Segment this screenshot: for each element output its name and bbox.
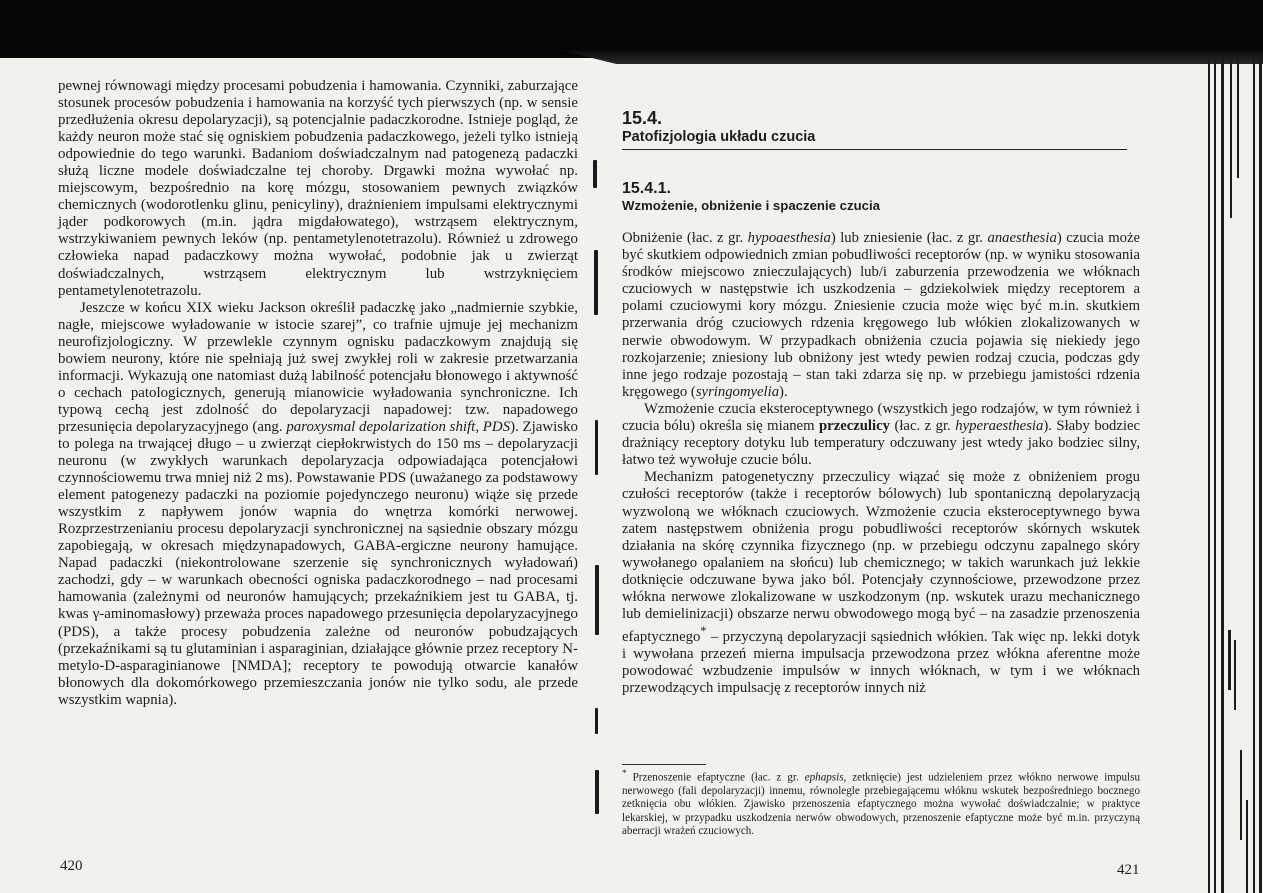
italic-term-pds: paroxysmal depolarization shift, PDS <box>286 418 511 435</box>
gutter-mark <box>595 420 598 475</box>
subsection-number: 15.4.1. <box>622 180 671 197</box>
section-title: Patofizjologia układu czucia <box>622 129 816 145</box>
italic-term: syringomyelia <box>695 383 780 400</box>
page-edge-line <box>1246 800 1248 893</box>
gutter-mark <box>595 770 599 814</box>
left-paragraph-2-cont: ). Zjawisko to polega na trwającej długo – u zwierząt ciepłokrwistych do 150 ms – depolaryzacji neuronu (w zwykłych warunkach depolaryzacja odpowiadająca potencjałowi czynnościowemu trwa mniej niż 2 ms). Powstawanie PDS (uważanego za podstawowy element patogenezy padaczki na poziomie pojedynczego neuronu) wiąże się przede wszystkim z napływem jonów wapnia do wnętrza komórki nerwowej. Rozprzestrzenianiu procesu depolaryzacji synchronicznej na sąsiednie obszary mózgu zapobiegają, w okresach międzynapadowych, GABA-ergiczne neurony hamujące. Napad padaczki (niekontrolowane szerzenie się synchronicznych wyładowań) zachodzi, gdy – w warunkach obecności ogniska padaczkorodnego – nad procesami hamowania (zależnymi od neuronów hamujących; przekaźnikiem jest tu GABA, tj. kwas γ-aminomasłowy) przeważa proces napadowego przesunięcia depolaryzacyjnego (PDS), a także procesy pobudzenia zależne od neuronów pobudzających (przekaźnikami są tu glutaminian i asparaginian, działające głównie przez receptory N-metylo-D-asparaginianowe [NMDA]; receptory te powodują otwarcie kanałów błonowych dla dokomórkowego przemieszczania jonów nie tylko sodu, ale przede wszystkim wapnia). <box>58 418 578 708</box>
text-run: (łac. z gr. <box>889 418 956 435</box>
page-edge-line <box>1253 58 1255 893</box>
page-edge-line <box>1221 58 1224 893</box>
text-run: Wzmożenie czucia eksteroceptywnego (wszystkich jego rodzajów, w tym również i czucia bólu) określa się mianem <box>622 400 1140 435</box>
scan-top-shadow <box>0 0 1263 58</box>
left-page <box>58 78 578 709</box>
italic-term: hypoaesthesia <box>747 230 831 246</box>
gutter-mark <box>595 565 599 635</box>
text-run: Przenoszenie efaptyczne (łac. z gr. <box>626 771 805 784</box>
page-edge-line <box>1240 750 1242 840</box>
footnote-rule <box>622 764 706 765</box>
italic-term: hyperaesthesia <box>955 418 1044 435</box>
gutter-mark <box>593 160 597 188</box>
bold-term: przeczulicy <box>819 418 890 435</box>
text-run: ) czucia może być skutkiem odpowiednich zmian pobudliwości receptorów (np. w wyniku stosowania środków miejscowo znieczulających) lub/i zaburzenia przewodzenia we włóknach czuciowych w następstwie ich uszkodzenia – gdziekolwiek między receptorem a polami czuciowymi kory mózgu. Zniesienie czucia może więc być m.in. skutkiem przerwania dróg czuciowych rdzenia kręgowego lub włókien zlokalizowanych w nerwie obwodowym. W przypadkach obniżenia czucia pojawia się niekiedy jego rozkojarzenie; zniesiony lub obniżony jest wtedy pewien rodzaj czucia, podczas gdy inne jego rodzaje pozostają – stan taki zdarza się np. w przebiegu jamistości rdzenia kręgowego ( <box>622 230 1141 400</box>
page-edge-line <box>1214 58 1216 893</box>
footnote-marker: * <box>700 624 707 639</box>
gutter-mark <box>595 708 598 734</box>
text-run: ). Słaby bodziec drażniący receptory dotyku lub temperatury odczuwany jest wtedy jako bodziec silny, łatwo też wywołuje czucie bólu. <box>622 418 1141 469</box>
text-run: Mechanizm patogenetyczny przeczulicy wiązać się może z obniżeniem progu czułości receptorów (także i receptorów bólowych) lub spontaniczną depolaryzacją wyzwoloną we włóknach czuciowych. Wzmożenie czucia eksteroceptywnego bywa zatem następstwem obniżenia progu pobudliwości receptorów skórnych wskutek działania na skórę czynnika fizycznego (np. w przebiegu odczynu zapalnego skóry wywołanego opalaniem na słońcu) lub chemicznego; w takich warunkach już lekkie dotknięcie odczuwane bywa jako ból. Potencjały czynnościowe, przewodzone przez włókna nerwowe zlokalizowane w uszkodzonym (np. wskutek urazu mechanicznego lub demielinizacji) obszarze nerwu obwodowego mogą być – na zasadzie przenoszenia efaptycznego <box>622 469 1140 646</box>
right-page <box>622 108 1140 697</box>
page-edge-line <box>1208 58 1210 893</box>
italic-term: ephapsis <box>804 771 844 784</box>
text-run: Obniżenie (łac. z gr. <box>622 230 748 246</box>
page-edge-line <box>1228 630 1231 690</box>
footnote-mark: * <box>622 769 627 779</box>
section-number: 15.4. <box>622 108 663 128</box>
page-edge-line <box>1259 58 1262 893</box>
right-body <box>622 230 1140 697</box>
text-run: ) lub zniesienie (łac. z gr. <box>830 230 988 246</box>
gutter-mark <box>594 250 598 315</box>
page-number-left: 420 <box>60 858 83 874</box>
section-rule <box>622 149 1127 150</box>
page-edge-line <box>1237 58 1239 178</box>
page-edge-line <box>1230 58 1232 218</box>
scan-shadow-taper <box>560 50 1263 64</box>
subsection-title: Wzmożenie, obniżenie i spaczenie czucia <box>622 198 880 213</box>
right-paragraph-3 <box>622 469 1140 697</box>
left-paragraph-1: pewnej równowagi między procesami pobudzenia i hamowania. Czynniki, zaburzające stosunek procesów pobudzenia i hamowania na korzyść tych pierwszych (np. w sensie przedłużenia okresu depolaryzacji), są potencjalnie padaczkorodne. Istnieje pogląd, że każdy neuron może stać się ogniskiem pobudzenia padaczkowego, jeżeli tylko istnieją odpowiednie do tego warunki. Badaniom doświadczalnym nad patogenezą padaczki służą liczne modele doświadczalne tej choroby. Drgawki można wywołać np. miejscowym, bezpośrednio na korę mózgu, stosowaniem pewnych związków chemicznych (wodorotlenku glinu, penicyliny), drażnieniem impulsami elektrycznymi jąder podkorowych (m.in. jądra migdałowatego), wstrząsem elektrycznym, wstrzykiwaniem pewnych leków (np. pentametylenotetrazolu). Również u zdrowego człowieka napad padaczkowy można wywołać, podobnie jak u zwierząt doświadczalnych, wstrząsem elektrycznym lub wstrzyknięciem pentametylenotetrazolu. <box>58 78 578 299</box>
right-paragraph-2 <box>622 401 1140 469</box>
italic-term: anaesthesia <box>987 230 1057 246</box>
text-run: , zetknięcie) jest udzieleniem przez włókno nerwowe impulsu nerwowego (fali depolaryzacji) innemu, równolegle przebiegającemu włóknu wskutek bezpośredniego bocznego zetknięcia obu włókien. Zjawisko przenoszenia efaptycznego można wywołać doświadczalnie; w praktyce lekarskiej, w przypadku uszkodzenia nerwów obwodowych, przenoszenie efaptyczne może być m.in. przyczyną aberracji wrażeń czuciowych. <box>622 771 1140 837</box>
text-run: ). <box>779 383 788 400</box>
left-paragraph-2-text: Jeszcze w końcu XIX wieku Jackson określił padaczkę jako „nadmiernie szybkie, nagłe, miejscowe wyładowanie w istocie szarej”, co trafnie ujmuje jej mechanizm neurofizjologiczny. W przewlekle czynnym ognisku padaczkowym znajdują się bowiem neurony, które nie spełniają już swej zwykłej roli w zakresie przetwarzania informacji. Wykazują one natomiast dużą labilność potencjału błonowego i aktywność o cechach patologicznych, generują mianowicie wyładowania synchroniczne. Ich typową cechą jest zdolność do depolaryzacji napadowej: tzw. napadowego przesunięcia depolaryzacyjnego (ang. <box>58 299 578 435</box>
left-paragraph-2 <box>58 300 578 709</box>
page-number-right: 421 <box>1117 862 1140 878</box>
footnote <box>622 768 1140 838</box>
page-edge-line <box>1234 640 1236 710</box>
right-paragraph-1 <box>622 230 1140 401</box>
text-run: – przyczyną depolaryzacji sąsiednich włókien. Tak więc np. lekki dotyk i wywołana przezeń mierna impulsacja przewodzona przez włókna aferentne może powodować wzbudzenie impulsów w innych włóknach, w tym i we włóknach przewodzących impulsację z receptorów innych niż <box>622 629 1140 697</box>
